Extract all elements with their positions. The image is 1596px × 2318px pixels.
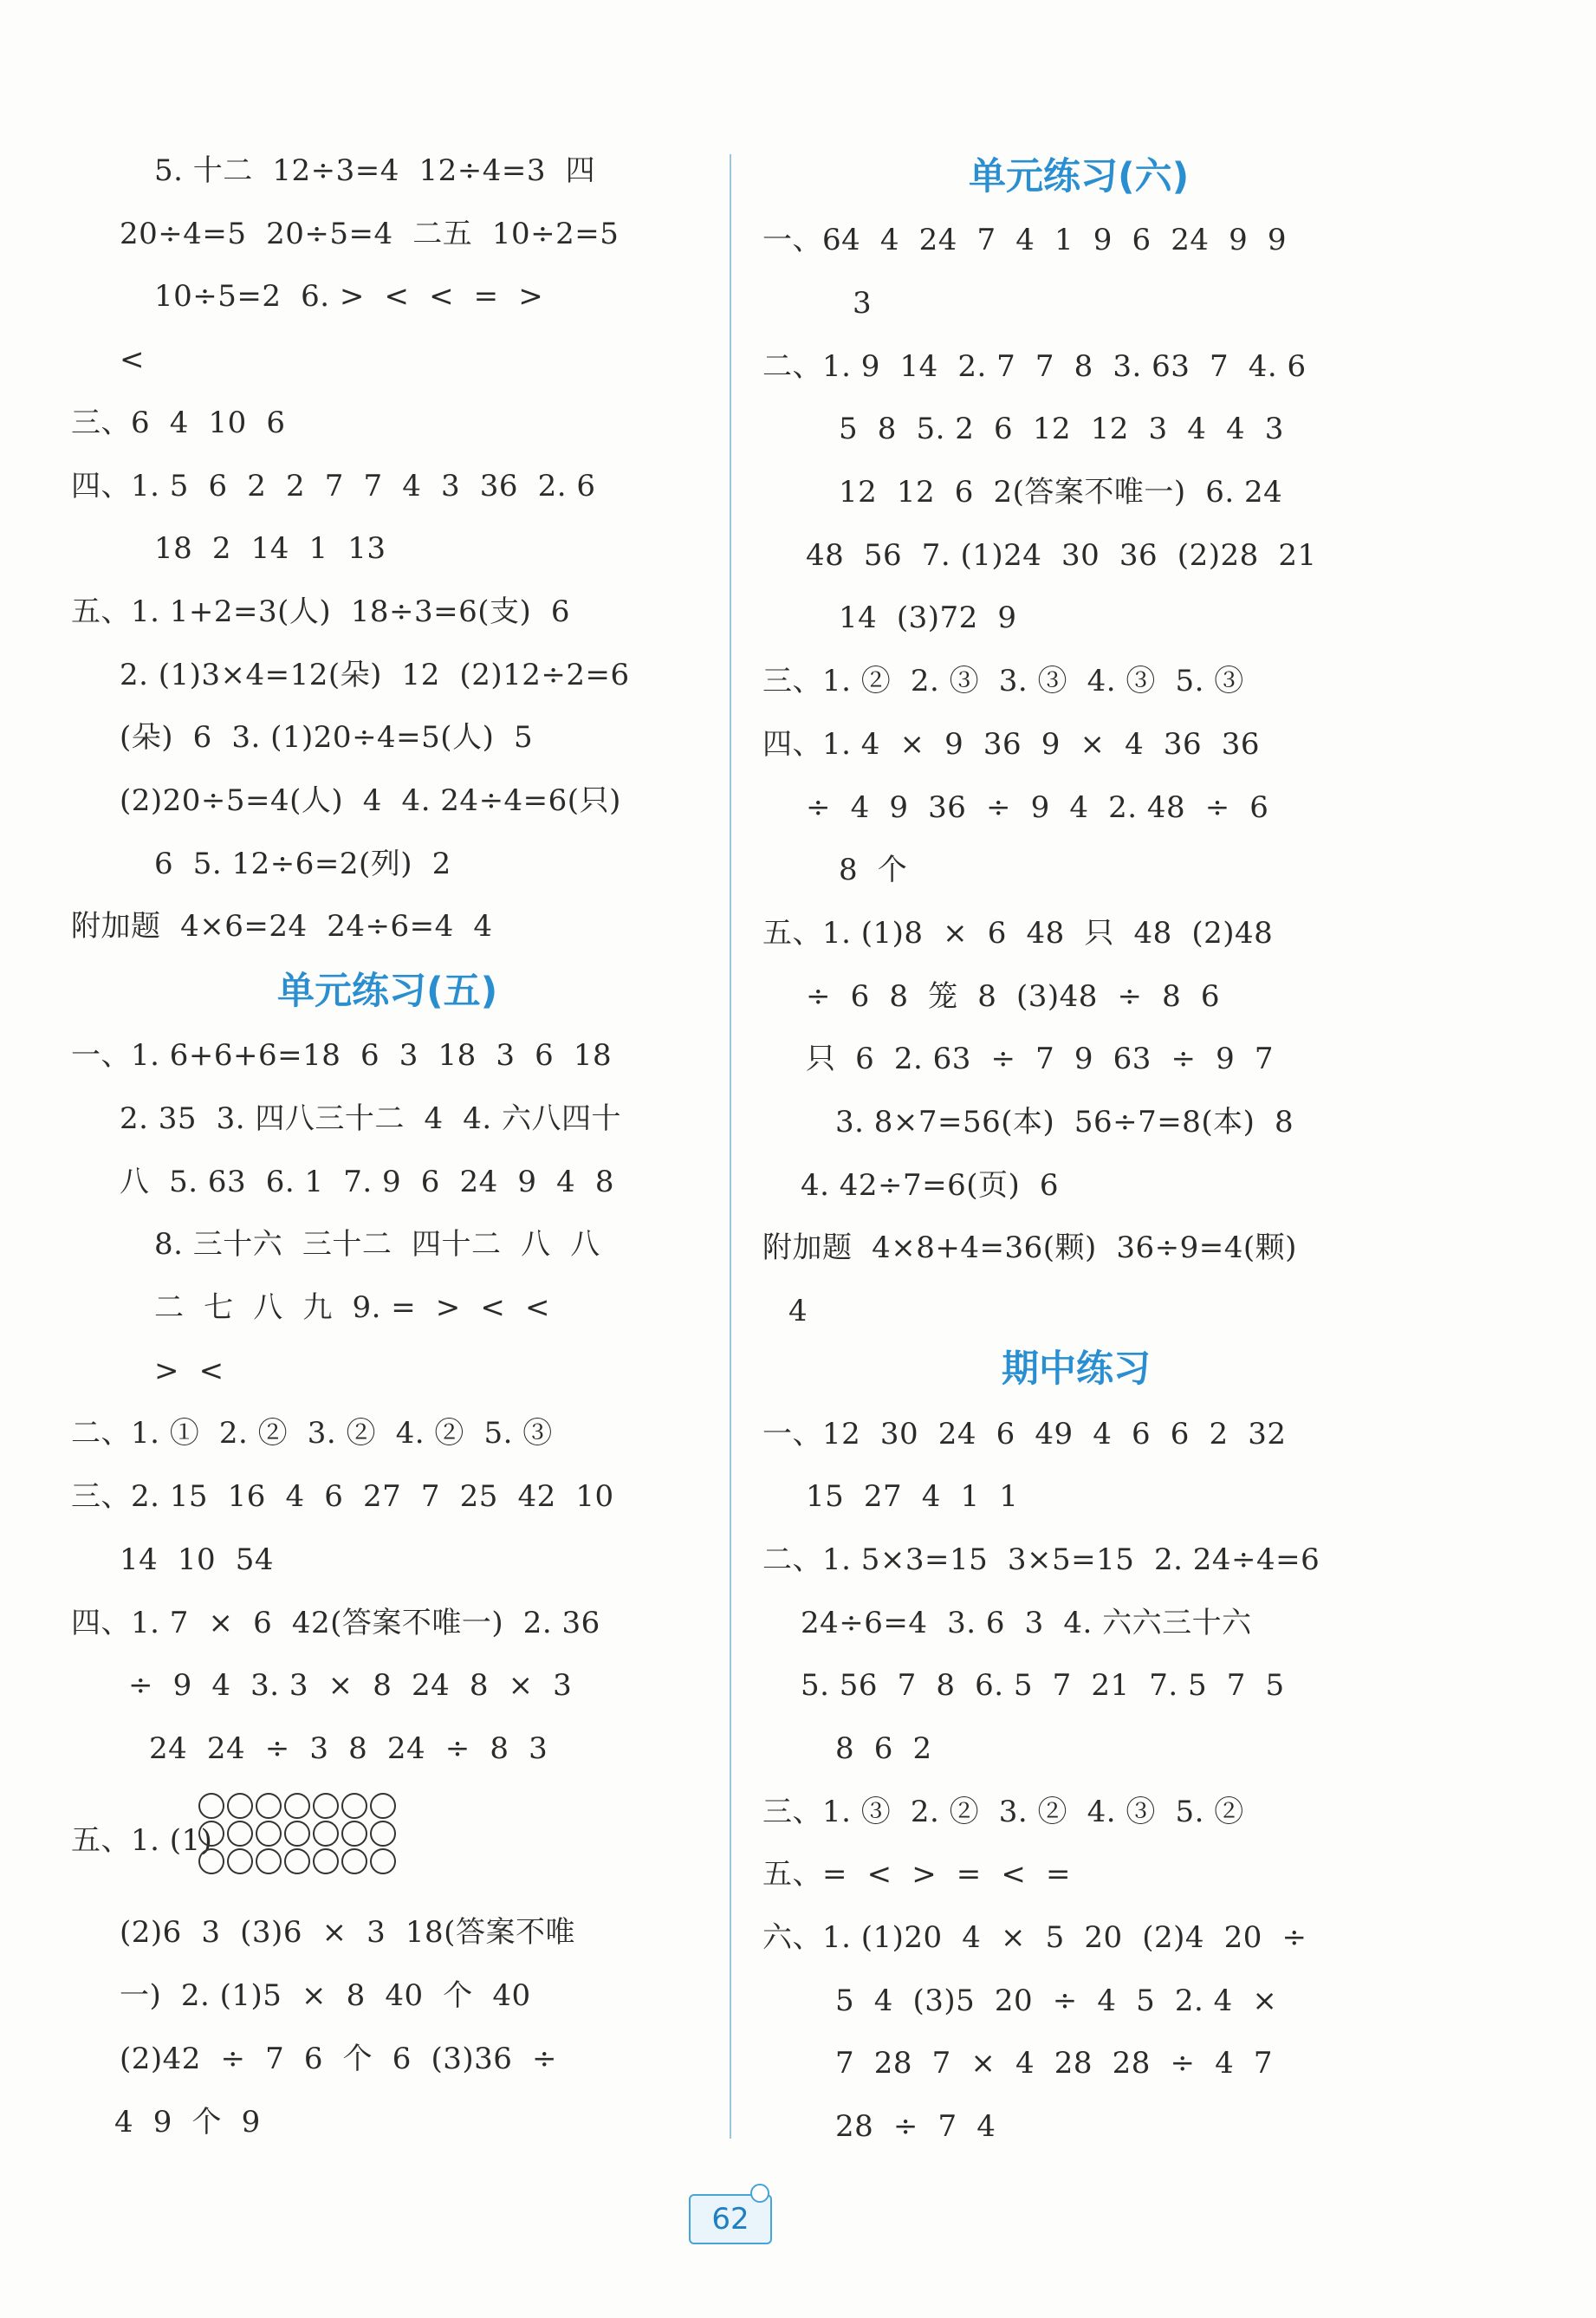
answer-line: 3 xyxy=(853,286,873,321)
answer-line: 二、1. 9 14 2. 7 7 8 3. 63 7 4. 6 xyxy=(762,349,1307,384)
answer-line: 14 10 54 xyxy=(120,1542,275,1577)
answer-line: 一、12 30 24 6 49 4 6 6 2 32 xyxy=(762,1417,1287,1451)
circle xyxy=(198,1793,224,1819)
answer-line: 五、1. (1)8 × 6 48 只 48 (2)48 xyxy=(762,916,1274,951)
circle-array xyxy=(198,1792,397,1875)
answer-line: 三、2. 15 16 4 6 27 7 25 42 10 xyxy=(71,1479,614,1514)
answer-line: 二 七 八 九 9. = > < < xyxy=(154,1290,551,1325)
answer-line: 8 个 xyxy=(839,853,908,887)
answer-line: ÷ 9 4 3. 3 × 8 24 8 × 3 xyxy=(128,1668,573,1703)
circle xyxy=(198,1821,224,1847)
answer-line: 8 6 2 xyxy=(835,1731,932,1766)
answer-line: 14 (3)72 9 xyxy=(839,601,1017,635)
answer-line: 只 6 2. 63 ÷ 7 9 63 ÷ 9 7 xyxy=(806,1042,1274,1076)
answer-line: < xyxy=(120,342,145,377)
answer-line: 五、1. (1) xyxy=(71,1823,213,1858)
answer-line: 20÷4=5 20÷5=4 二五 10÷2=5 xyxy=(120,217,620,251)
answer-line: 五、1. 1+2=3(人) 18÷3=6(支) 6 xyxy=(71,594,571,629)
answer-line: ÷ 6 8 笼 8 (3)48 ÷ 8 6 xyxy=(806,979,1220,1014)
answer-line: 二、1. ① 2. ② 3. ② 4. ② 5. ③ xyxy=(71,1416,553,1451)
circle xyxy=(370,1821,396,1847)
circle xyxy=(284,1848,310,1874)
answer-line: 三、1. ③ 2. ② 3. ② 4. ③ 5. ② xyxy=(762,1795,1244,1829)
circle xyxy=(227,1821,253,1847)
answer-line: 4 xyxy=(788,1294,808,1328)
circle xyxy=(227,1793,253,1819)
answer-line: 四、1. 5 6 2 2 7 7 4 3 36 2. 6 xyxy=(71,469,596,503)
answer-line: 六、1. (1)20 4 × 5 20 (2)4 20 ÷ xyxy=(762,1920,1307,1955)
answer-line: 2. 35 3. 四八三十二 4 4. 六八四十 xyxy=(120,1101,621,1136)
answer-line: 一) 2. (1)5 × 8 40 个 40 xyxy=(120,1978,531,2013)
answer-line: 18 2 14 1 13 xyxy=(154,531,386,566)
answer-line: 四、1. 4 × 9 36 9 × 4 36 36 xyxy=(762,727,1260,762)
answer-line: (朵) 6 3. (1)20÷4=5(人) 5 xyxy=(120,720,534,755)
answer-line: 10÷5=2 6. > < < = > xyxy=(154,279,544,314)
page-number: 62 xyxy=(689,2194,772,2244)
answer-line: 八 5. 63 6. 1 7. 9 6 24 9 4 8 xyxy=(120,1165,614,1199)
section-title: 期中练习 xyxy=(1002,1347,1151,1391)
answer-line: 附加题 4×8+4=36(颗) 36÷9=4(颗) xyxy=(762,1230,1297,1265)
circle xyxy=(313,1793,339,1819)
circle xyxy=(256,1848,282,1874)
answer-line: 5. 十二 12÷3=4 12÷4=3 四 xyxy=(154,153,596,188)
circle xyxy=(341,1793,367,1819)
circle xyxy=(341,1821,367,1847)
circle xyxy=(227,1848,253,1874)
answer-line: 5. 56 7 8 6. 5 7 21 7. 5 7 5 xyxy=(801,1668,1285,1703)
answer-line: 一、64 4 24 7 4 1 9 6 24 9 9 xyxy=(762,223,1287,257)
answer-line: 附加题 4×6=24 24÷6=4 4 xyxy=(71,909,493,944)
answer-line: ÷ 4 9 36 ÷ 9 4 2. 48 ÷ 6 xyxy=(806,790,1269,825)
section-title: 单元练习(五) xyxy=(277,970,498,1013)
answer-line: 28 ÷ 7 4 xyxy=(835,2109,996,2144)
answer-line: 15 27 4 1 1 xyxy=(806,1479,1019,1514)
answer-line: 三、1. ② 2. ③ 3. ③ 4. ③ 5. ③ xyxy=(762,664,1244,698)
circle xyxy=(198,1848,224,1874)
circle xyxy=(341,1848,367,1874)
answer-line: (2)6 3 (3)6 × 3 18(答案不唯 xyxy=(120,1915,575,1950)
answer-line: 3. 8×7=56(本) 56÷7=8(本) 8 xyxy=(835,1105,1294,1140)
answer-line: 12 12 6 2(答案不唯一) 6. 24 xyxy=(839,475,1283,510)
circle xyxy=(370,1793,396,1819)
answer-line: 2. (1)3×4=12(朵) 12 (2)12÷2=6 xyxy=(120,658,630,692)
circle xyxy=(313,1848,339,1874)
answer-line: 5 4 (3)5 20 ÷ 4 5 2. 4 × xyxy=(835,1984,1278,2018)
answer-line: 4. 42÷7=6(页) 6 xyxy=(801,1168,1060,1203)
circle xyxy=(370,1848,396,1874)
answer-line: 五、= < > = < = xyxy=(762,1857,1072,1892)
answer-line: 7 28 7 × 4 28 28 ÷ 4 7 xyxy=(835,2046,1273,2081)
answer-line: (2)42 ÷ 7 6 个 6 (3)36 ÷ xyxy=(120,2042,558,2076)
answer-line: 三、6 4 10 6 xyxy=(71,406,286,440)
answer-line: 5 8 5. 2 6 12 12 3 4 4 3 xyxy=(839,412,1284,446)
circle xyxy=(256,1793,282,1819)
answer-line: > < xyxy=(154,1354,224,1388)
answer-line: 二、1. 5×3=15 3×5=15 2. 24÷4=6 xyxy=(762,1542,1320,1577)
answer-line: (2)20÷5=4(人) 4 4. 24÷4=6(只) xyxy=(120,783,621,818)
answer-line: 4 9 个 9 xyxy=(114,2105,261,2139)
column-divider xyxy=(730,154,731,2139)
book-icon xyxy=(750,2184,769,2203)
circle xyxy=(284,1793,310,1819)
circle xyxy=(313,1821,339,1847)
answer-line: 48 56 7. (1)24 30 36 (2)28 21 xyxy=(806,538,1317,573)
circle xyxy=(284,1821,310,1847)
answer-line: 8. 三十六 三十二 四十二 八 八 xyxy=(154,1227,600,1262)
answer-line: 24÷6=4 3. 6 3 4. 六六三十六 xyxy=(801,1606,1252,1640)
answer-line: 24 24 ÷ 3 8 24 ÷ 8 3 xyxy=(149,1731,548,1766)
answer-line: 四、1. 7 × 6 42(答案不唯一) 2. 36 xyxy=(71,1606,600,1640)
answer-line: 一、1. 6+6+6=18 6 3 18 3 6 18 xyxy=(71,1038,613,1073)
answer-line: 6 5. 12÷6=2(列) 2 xyxy=(154,847,451,881)
section-title: 单元练习(六) xyxy=(969,155,1190,198)
circle xyxy=(256,1821,282,1847)
